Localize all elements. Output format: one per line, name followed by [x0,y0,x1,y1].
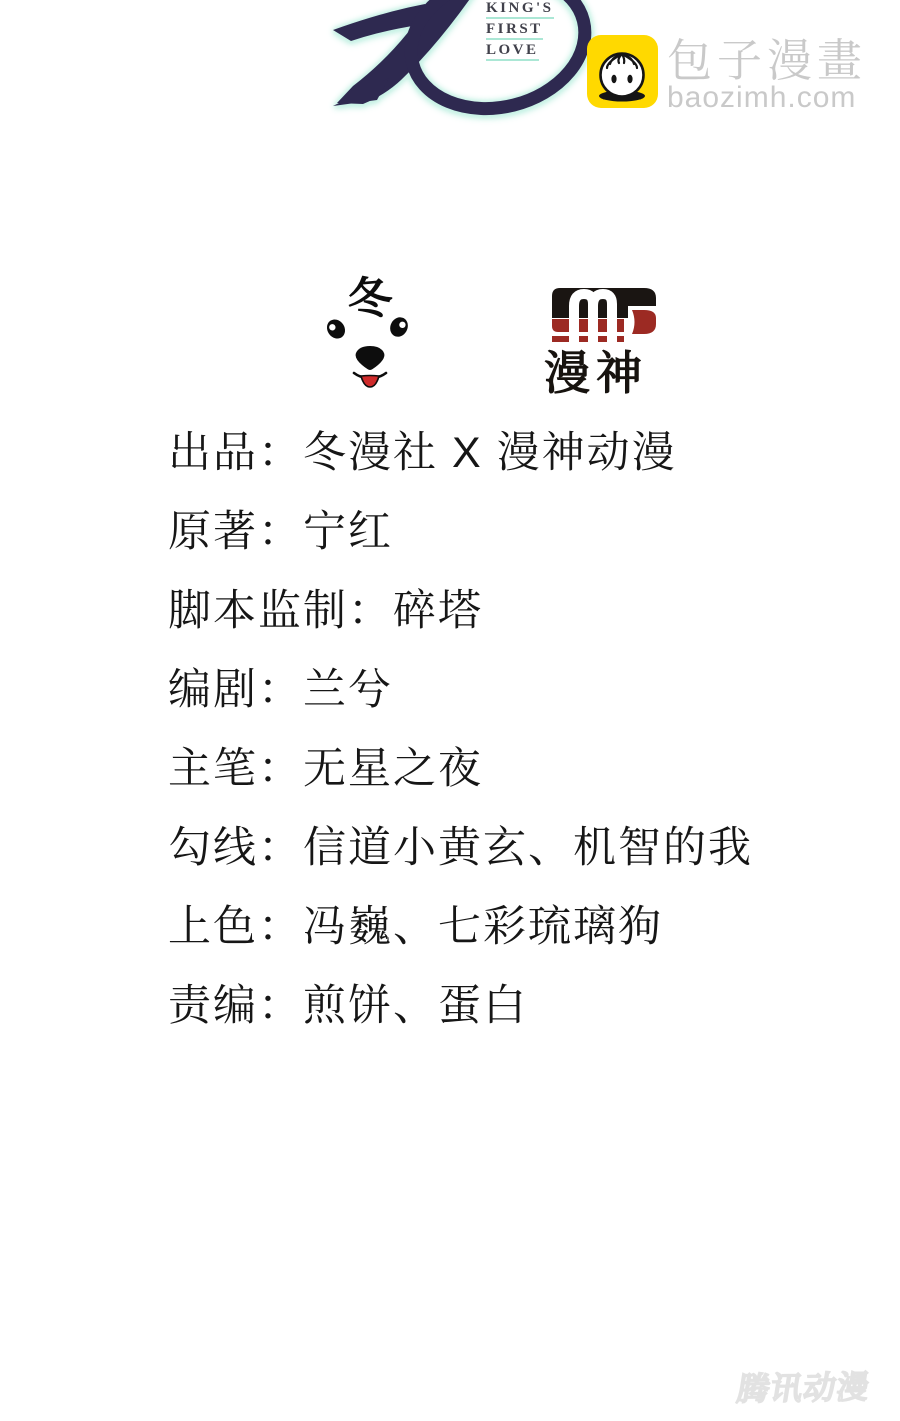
series-title-calligraphy-logo [293,0,623,130]
credit-line-screenwriter [168,647,753,726]
credit-label: 出品： [168,429,303,477]
credits-list [168,410,753,1042]
brush-stroke-icon [293,0,623,130]
dog-face-icon [318,270,418,392]
credit-label: 脚本监制： [168,587,393,635]
credit-value: 冬漫社 X 漫神动漫 [303,429,677,477]
credit-value: 信道小黄玄、机智的我 [303,824,753,872]
tencent-comics-watermark: 腾讯动漫 [734,1368,873,1408]
credit-line-lineart [168,805,753,884]
manshen-logo [544,284,664,399]
credit-line-editor [168,963,753,1042]
baozimh-domain: baozimh.com [667,81,857,114]
dog-forehead-char: 冬 [345,272,395,326]
credit-value: 碎塔 [393,587,483,635]
credit-line-coloring [168,884,753,963]
credit-label: 原著： [168,508,303,556]
credit-label: 勾线： [168,824,303,872]
credit-value: 煎饼、蛋白 [303,982,528,1030]
credit-value: 兰兮 [303,666,393,714]
credit-value: 冯巍、七彩琉璃狗 [303,903,663,951]
subtitle-line-1: KING'S [486,1,554,19]
subtitle-line-2: FIRST [486,22,543,40]
baozi-bun-icon [587,35,658,108]
series-subtitle [486,1,554,64]
credit-value: 无星之夜 [303,745,483,793]
credit-line-producer [168,410,753,489]
credit-label: 上色： [168,903,303,951]
credit-label: 主笔： [168,745,303,793]
baozimh-watermark [587,35,867,112]
dongmanshe-dog-logo [318,270,418,392]
credit-line-lead-artist [168,726,753,805]
credit-label: 编剧： [168,666,303,714]
manshen-name: 漫神 [544,347,648,399]
credit-label: 责编： [168,982,303,1030]
subtitle-line-3: LOVE [486,43,539,61]
credit-line-original-author [168,489,753,568]
credit-value: 宁红 [303,508,393,556]
baozimh-text [667,37,867,112]
baozimh-name: 包子漫畫 [667,35,868,86]
credit-line-script-supervisor [168,568,753,647]
manshen-m-emblem-icon [544,284,662,346]
